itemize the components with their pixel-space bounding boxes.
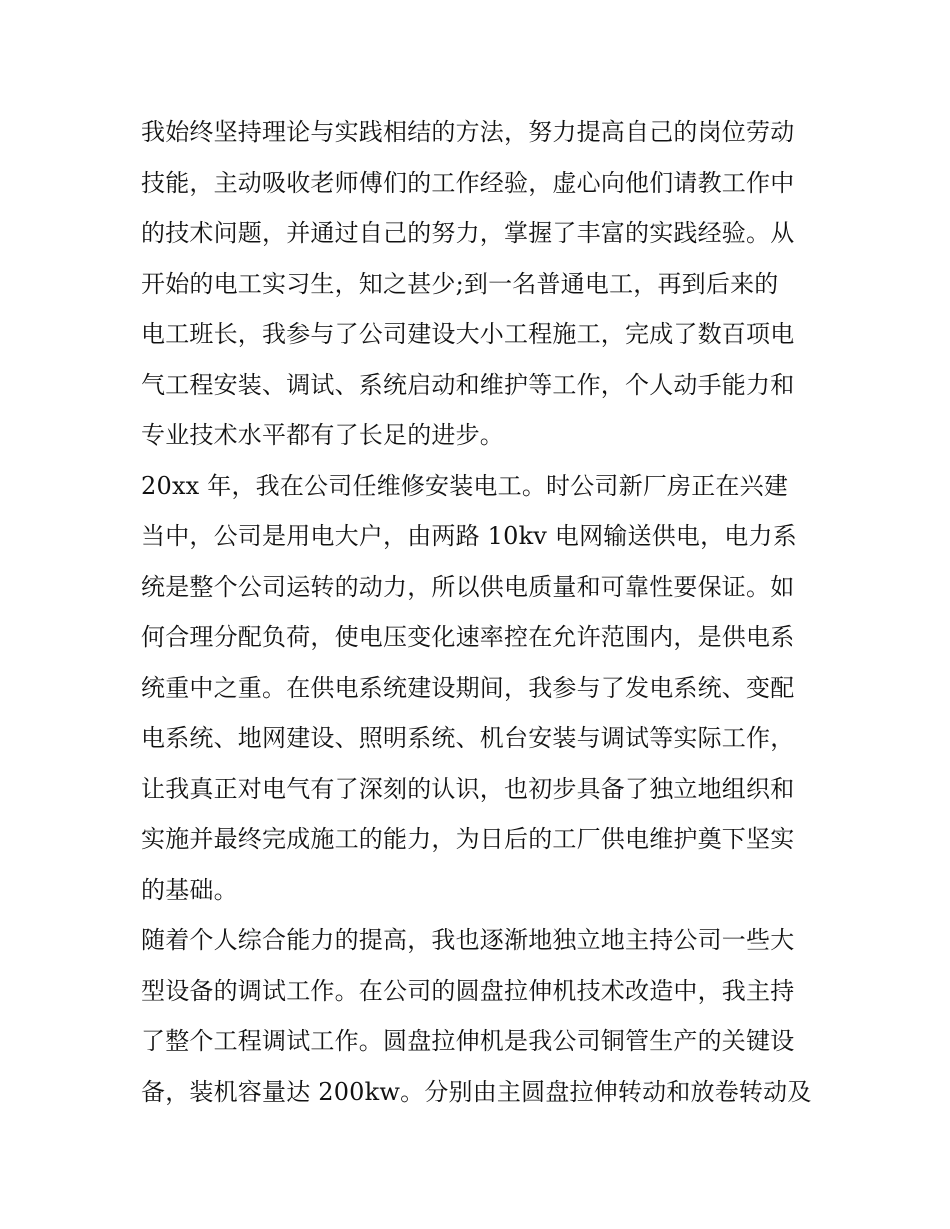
text-line: 专业技术水平都有了长足的进步。 — [141, 421, 504, 449]
text-line: 技能，主动吸收老师傅们的工作经验，虚心向他们请教工作中 — [141, 168, 795, 197]
text-line: 气工程安装、调试、系统启动和维护等工作，个人动手能力和 — [141, 370, 795, 399]
text-line: 让我真正对电气有了深刻的认识，也初步具备了独立地组织和 — [141, 774, 795, 803]
paragraph-equipment-debugging — [141, 915, 821, 1117]
paragraph-practice-experience — [141, 107, 821, 461]
text-line: 备，装机容量达 200kw。分别由主圆盘拉伸转动和放卷转动及 — [141, 1077, 812, 1106]
text-line: 了整个工程调试工作。圆盘拉伸机是我公司铜管生产的关键设 — [141, 1027, 795, 1055]
text-line: 电工班长，我参与了公司建设大小工程施工，完成了数百项电 — [141, 320, 795, 348]
text-line: 实施并最终完成施工的能力，为日后的工厂供电维护奠下坚实 — [141, 825, 795, 853]
text-line: 的技术问题，并通过自己的努力，掌握了丰富的实践经验。从 — [141, 219, 795, 247]
document-body — [141, 107, 821, 1117]
text-line: 20xx 年，我在公司任维修安装电工。时公司新厂房正在兴建 — [141, 471, 789, 500]
text-line: 统重中之重。在供电系统建设期间，我参与了发电系统、变配 — [141, 673, 795, 702]
text-line: 当中，公司是用电大户，由两路 10kv 电网输送供电，电力系 — [141, 522, 797, 550]
text-line: 我始终坚持理论与实践相结的方法，努力提高自己的岗位劳动 — [141, 118, 795, 146]
text-line: 电系统、地网建设、照明系统、机台安装与调试等实际工作， — [141, 724, 795, 752]
text-line: 的基础。 — [141, 875, 238, 904]
text-line: 随着个人综合能力的提高，我也逐渐地独立地主持公司一些大 — [141, 926, 795, 954]
paragraph-power-supply — [141, 461, 821, 916]
text-line: 型设备的调试工作。在公司的圆盘拉伸机技术改造中，我主持 — [141, 976, 795, 1005]
text-line: 统是整个公司运转的动力，所以供电质量和可靠性要保证。如 — [141, 572, 795, 601]
text-line: 开始的电工实习生，知之甚少;到一名普通电工，再到后来的 — [141, 269, 779, 298]
text-line: 何合理分配负荷，使电压变化速率控在允许范围内，是供电系 — [141, 623, 795, 651]
